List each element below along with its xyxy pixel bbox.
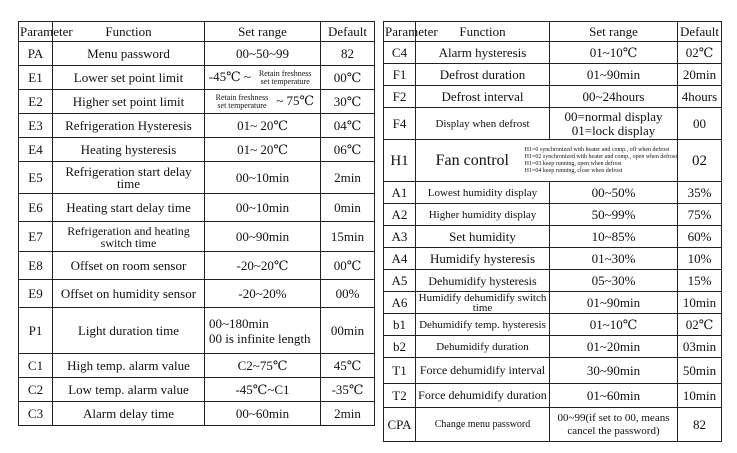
header-set-range: Set range — [550, 22, 678, 42]
range-cell: 01~90min — [550, 292, 678, 314]
default-cell: 02℃ — [678, 314, 722, 336]
function-cell: Higher humidity display — [416, 204, 550, 226]
function-cell: Higher set point limit — [53, 90, 205, 114]
table-row — [384, 108, 722, 140]
function-cell: Defrost interval — [416, 86, 550, 108]
default-cell: 03min — [678, 336, 722, 358]
table-row — [19, 252, 375, 280]
range-prefix: -45℃ ~ — [208, 68, 251, 84]
fan-note: H1=02 synchronized with heater and comp., open when defrost — [524, 153, 677, 160]
function-cell: Alarm delay time — [53, 402, 205, 426]
param-code: E7 — [19, 222, 53, 252]
table-row — [384, 336, 722, 358]
function-cell: Dehumidify hysteresis — [416, 270, 550, 292]
param-code: F2 — [384, 86, 416, 108]
function-cell: Dehumidify duration — [416, 336, 550, 358]
function-cell: Set humidity — [416, 226, 550, 248]
range-cell: 01~ 20℃ — [205, 114, 321, 138]
function-cell: Refrigeration and heating switch time — [53, 222, 205, 252]
table-row — [384, 384, 722, 408]
range-cell: 50~99% — [550, 204, 678, 226]
param-code: T1 — [384, 358, 416, 384]
default-cell: 15min — [321, 222, 375, 252]
default-cell: 10min — [678, 384, 722, 408]
table-row — [384, 182, 722, 204]
function-cell: Offset on humidity sensor — [53, 280, 205, 308]
range-cell: -20~20℃ — [205, 252, 321, 280]
range-cell — [205, 90, 321, 114]
table-row — [19, 402, 375, 426]
param-code: E6 — [19, 194, 53, 222]
default-cell: 10% — [678, 248, 722, 270]
param-code: CPA — [384, 408, 416, 442]
table-row — [384, 292, 722, 314]
function-cell: High temp. alarm value — [53, 354, 205, 378]
table-row — [19, 66, 375, 90]
function-cell: Display when defrost — [416, 108, 550, 140]
range-note: Retain freshness set temperature — [258, 68, 312, 86]
default-cell: 50min — [678, 358, 722, 384]
header-default: Default — [321, 22, 375, 42]
param-code: A1 — [384, 182, 416, 204]
param-code: PA — [19, 42, 53, 66]
param-code: b1 — [384, 314, 416, 336]
default-cell: 4hours — [678, 86, 722, 108]
default-cell: 30℃ — [321, 90, 375, 114]
default-cell: 2min — [321, 402, 375, 426]
table-row — [19, 308, 375, 354]
default-cell: 00% — [321, 280, 375, 308]
default-cell: 60% — [678, 226, 722, 248]
default-cell: 82 — [678, 408, 722, 442]
param-code: E4 — [19, 138, 53, 162]
range-cell: 00~10min — [205, 162, 321, 194]
default-cell: 00℃ — [321, 66, 375, 90]
default-cell: 00 — [678, 108, 722, 140]
range-cell: 05~30% — [550, 270, 678, 292]
param-code: E2 — [19, 90, 53, 114]
table-row — [384, 64, 722, 86]
header-parameter: Parameter — [384, 22, 416, 42]
default-cell: 82 — [321, 42, 375, 66]
range-line-1: 00~99(if set to 00, means — [557, 411, 670, 424]
default-cell: 45℃ — [321, 354, 375, 378]
table-row — [384, 314, 722, 336]
function-cell: Humidify hysteresis — [416, 248, 550, 270]
default-cell: 04℃ — [321, 114, 375, 138]
left-parameter-table — [18, 21, 375, 426]
table-row — [384, 358, 722, 384]
default-cell: 20min — [678, 64, 722, 86]
param-code: C1 — [19, 354, 53, 378]
header-default: Default — [678, 22, 722, 42]
param-code: E3 — [19, 114, 53, 138]
function-cell: Dehumidify temp. hysteresis — [416, 314, 550, 336]
range-cell: 01~20min — [550, 336, 678, 358]
range-cell: 01~60min — [550, 384, 678, 408]
function-cell: Lowest humidity display — [416, 182, 550, 204]
function-cell: Refrigeration Hysteresis — [53, 114, 205, 138]
right-parameter-table — [383, 21, 722, 442]
param-code: F4 — [384, 108, 416, 140]
table-row — [19, 378, 375, 402]
range-cell: 00~90min — [205, 222, 321, 252]
table-row — [384, 86, 722, 108]
function-cell: Defrost duration — [416, 64, 550, 86]
param-code: A5 — [384, 270, 416, 292]
header-function: Function — [53, 22, 205, 42]
param-code: E8 — [19, 252, 53, 280]
table-row — [19, 162, 375, 194]
range-cell — [205, 308, 321, 354]
function-cell: Menu password — [53, 42, 205, 66]
function-cell: Heating hysteresis — [53, 138, 205, 162]
param-code: C4 — [384, 42, 416, 64]
range-cell: 01~90min — [550, 64, 678, 86]
param-code: A4 — [384, 248, 416, 270]
function-cell: Change menu password — [416, 408, 550, 442]
param-code: C2 — [19, 378, 53, 402]
function-cell: Humidify dehumidify switch time — [416, 292, 550, 314]
param-code: A2 — [384, 204, 416, 226]
range-cell: 01~30% — [550, 248, 678, 270]
table-row — [19, 42, 375, 66]
table-row — [384, 270, 722, 292]
param-code: E1 — [19, 66, 53, 90]
param-code: A6 — [384, 292, 416, 314]
range-cell: -45℃~C1 — [205, 378, 321, 402]
default-cell: 10min — [678, 292, 722, 314]
range-cell — [205, 66, 321, 90]
fan-note: H1=03 keep running, open when defrost — [524, 160, 622, 167]
default-cell: 0min — [321, 194, 375, 222]
table-row — [19, 354, 375, 378]
default-cell: 15% — [678, 270, 722, 292]
table-row — [19, 280, 375, 308]
header-set-range: Set range — [205, 22, 321, 42]
param-code: E5 — [19, 162, 53, 194]
param-code: C3 — [19, 402, 53, 426]
range-cell: 00~24hours — [550, 86, 678, 108]
function-cell: Fan control — [435, 151, 509, 169]
table-row — [384, 204, 722, 226]
range-line-1: 00~180min — [209, 315, 269, 331]
range-cell — [550, 108, 678, 140]
range-cell: 01~10℃ — [550, 314, 678, 336]
function-cell: Alarm hysteresis — [416, 42, 550, 64]
default-cell: 00min — [321, 308, 375, 354]
default-cell: -35℃ — [321, 378, 375, 402]
range-line-2: cancel the password) — [567, 424, 660, 437]
range-cell: 01~ 20℃ — [205, 138, 321, 162]
range-cell: 00~10min — [205, 194, 321, 222]
function-cell: Offset on room sensor — [53, 252, 205, 280]
default-cell: 00℃ — [321, 252, 375, 280]
table-header-row — [384, 22, 722, 42]
range-cell: 00~60min — [205, 402, 321, 426]
header-function: Function — [416, 22, 550, 42]
fan-note: H1=0 synchronized with heater and comp., off when defrost — [524, 146, 670, 153]
range-cell — [550, 408, 678, 442]
table-row — [19, 138, 375, 162]
range-line-2: 01=lock display — [571, 122, 656, 138]
range-line-2: 00 is infinite length — [209, 330, 311, 346]
range-cell: 01~10℃ — [550, 42, 678, 64]
param-code: A3 — [384, 226, 416, 248]
function-cell: Lower set point limit — [53, 66, 205, 90]
range-cell: 00~50~99 — [205, 42, 321, 66]
table-row — [384, 226, 722, 248]
param-code: T2 — [384, 384, 416, 408]
table-row — [384, 140, 722, 182]
default-cell: 06℃ — [321, 138, 375, 162]
header-parameter: Parameter — [19, 22, 53, 42]
table-row — [384, 248, 722, 270]
table-row — [384, 408, 722, 442]
default-cell: 02 — [678, 140, 722, 182]
param-code: P1 — [19, 308, 53, 354]
default-cell: 2min — [321, 162, 375, 194]
function-cell: Force dehumidify duration — [416, 384, 550, 408]
function-cell: Light duration time — [53, 308, 205, 354]
range-cell: 00~50% — [550, 182, 678, 204]
fan-control-notes — [525, 147, 677, 175]
range-suffix: ~ 75℃ — [276, 92, 315, 108]
param-code: b2 — [384, 336, 416, 358]
table-header-row — [19, 22, 375, 42]
default-cell: 02℃ — [678, 42, 722, 64]
default-cell: 75% — [678, 204, 722, 226]
param-code: F1 — [384, 64, 416, 86]
range-note: Retain freshness set temperature — [215, 92, 269, 110]
fan-note: H1=04 keep running, close when defrost — [524, 167, 623, 174]
param-code: H1 — [384, 140, 416, 182]
fan-control-cell — [416, 140, 678, 182]
function-cell: Heating start delay time — [53, 194, 205, 222]
range-cell: -20~20% — [205, 280, 321, 308]
param-code: E9 — [19, 280, 53, 308]
range-cell: 30~90min — [550, 358, 678, 384]
table-row — [19, 194, 375, 222]
function-cell: Refrigeration start delay time — [53, 162, 205, 194]
range-cell: 10~85% — [550, 226, 678, 248]
function-cell: Low temp. alarm value — [53, 378, 205, 402]
table-row — [19, 90, 375, 114]
function-cell: Force dehumidify interval — [416, 358, 550, 384]
table-row — [19, 114, 375, 138]
table-row — [19, 222, 375, 252]
range-line-1: 00=normal display — [564, 108, 663, 124]
range-cell: C2~75℃ — [205, 354, 321, 378]
table-row — [384, 42, 722, 64]
default-cell: 35% — [678, 182, 722, 204]
